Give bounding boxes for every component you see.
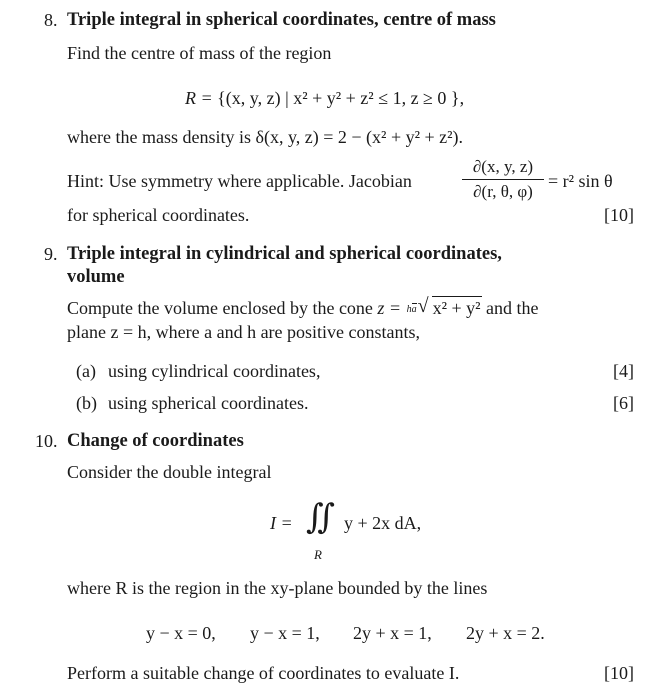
q10-line-2: y − x = 1, [250,623,320,643]
q9-part-a-text: using cylindrical coordinates, [108,361,321,381]
q10-intro: Consider the double integral [67,462,272,482]
q10-marks: [10] [604,663,634,683]
q8-jacobian-rhs: = r² sin θ [548,171,613,191]
q8-region-set: {(x, y, z) | x² + y² + z² ≤ 1, z ≥ 0 }, [217,88,465,108]
q10-number: 10. [35,431,58,451]
q9-text-line2: plane z = h, where a and h are positive constants, [67,322,421,342]
q9-part-b-text: using spherical coordinates. [108,393,309,413]
q10-integral-sub-text: R [314,547,322,562]
q10-integral-lhs [270,514,293,532]
q9-part-a-marks: [4] [613,361,634,381]
q9-title-line2: volume [67,267,125,287]
q8-marks: [10] [604,205,634,225]
q8-intro: Find the centre of mass of the region [67,43,332,63]
q10-line-1: y − x = 0, [146,623,216,643]
q10-integral-lhs-text: I = [270,513,293,533]
q9-number: 9. [44,244,58,264]
q10-region-text: where R is the region in the xy-plane bounded by the lines [67,578,488,598]
q8-jacobian-fraction [462,157,544,202]
q8-title: Triple integral in spherical coordinates, centre of mass [67,10,496,30]
q8-number: 8. [44,10,58,30]
q8-jacobian-bar [462,179,544,180]
q10-line-4: 2y + x = 2. [466,623,545,643]
q8-for-text: for spherical coordinates. [67,205,250,225]
q9-part-b-label: (b) [76,393,97,413]
q9-part-b-marks: [6] [613,393,634,413]
q9-cone-fraction [407,305,417,315]
q8-region-lhs: R = [185,88,218,108]
q10-line-3: 2y + x = 1, [353,623,432,643]
q9-text-line1-b: and the [481,298,539,318]
q9-part-a-label: (a) [76,361,96,381]
q8-hint: Hint: Use symmetry where applicable. Jacobian [67,171,412,191]
q9-cone-sqrt [417,295,482,318]
q9-text-line1 [67,295,539,318]
q9-cone-radicand: x² + y² [432,298,481,318]
q8-density: where the mass density is δ(x, y, z) = 2 − (x² + y² + z²). [67,127,464,147]
q9-cone-frac-num: h [406,303,412,315]
q9-title-line1: Triple integral in cylindrical and spherical coordinates, [67,244,502,264]
q8-region [185,89,464,107]
double-integral-icon: ∬ [306,497,335,537]
q10-integral-sub [314,548,322,561]
q10-title: Change of coordinates [67,431,244,451]
q9-cone-lhs: z = [377,298,406,318]
q9-cone-frac-den: a [411,303,417,315]
q8-jacobian-numerator: ∂(x, y, z) [472,157,534,176]
q8-jacobian-denominator: ∂(r, θ, φ) [473,182,533,201]
q10-integrand: y + 2x dA, [344,513,422,533]
q10-final-text: Perform a suitable change of coordinates to evaluate I. [67,663,460,683]
q9-text-line1-a: Compute the volume enclosed by the cone [67,298,378,318]
sqrt-radical-icon: √ [417,295,429,317]
